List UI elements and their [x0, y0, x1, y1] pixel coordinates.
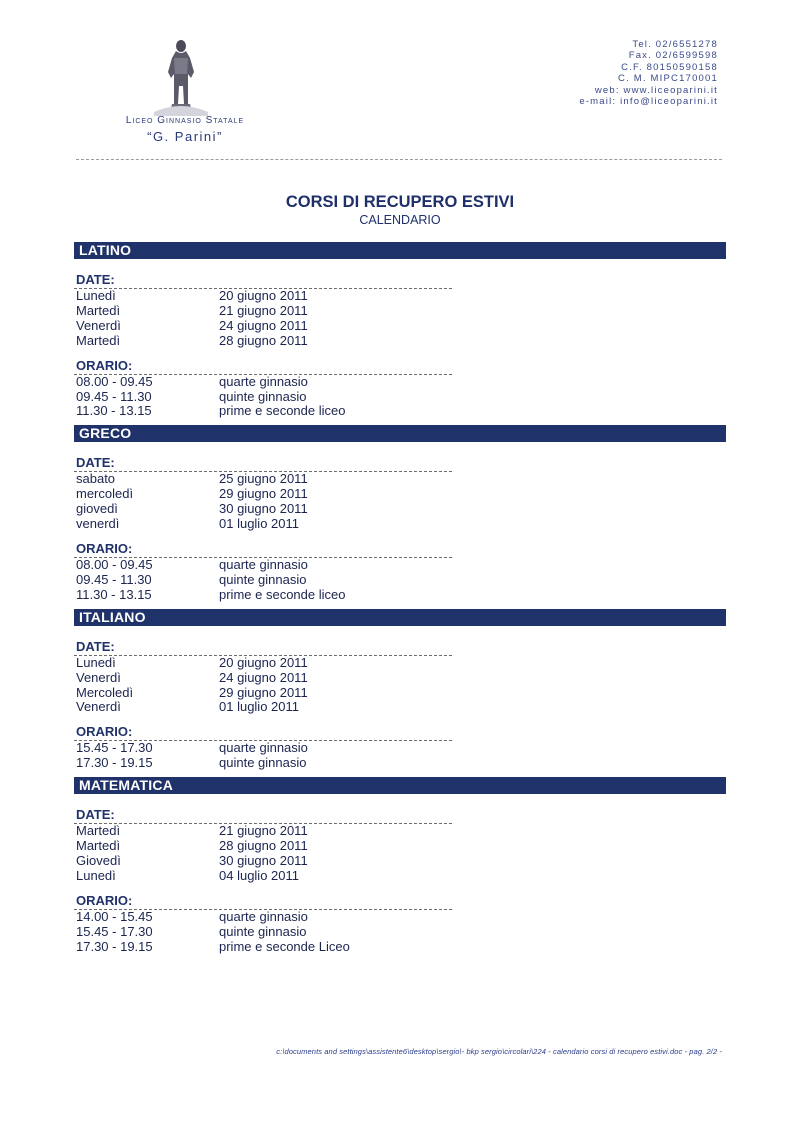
dates-label: DATE: [74, 273, 452, 289]
date-row [76, 854, 726, 869]
class-group: quinte ginnasio [219, 755, 307, 771]
time-slot: 11.30 - 13.15 [76, 586, 152, 602]
header-divider [76, 159, 722, 160]
times-list [74, 558, 726, 603]
date: 28 giugno 2011 [219, 332, 308, 348]
date: 24 giugno 2011 [219, 317, 308, 333]
time-row [76, 910, 726, 925]
date: 04 luglio 2011 [219, 867, 299, 883]
weekday: Martedì [76, 823, 121, 839]
dates-label: DATE: [74, 456, 452, 472]
time-slot: 09.45 - 11.30 [76, 571, 152, 587]
date: 21 giugno 2011 [219, 823, 308, 839]
times-list [74, 741, 726, 771]
date-row [76, 319, 726, 334]
weekday: Venerdì [76, 317, 121, 333]
date-row [76, 472, 726, 487]
dates-list [74, 472, 726, 532]
weekday: sabato [76, 471, 116, 487]
date: 20 giugno 2011 [219, 288, 308, 303]
weekday: giovedì [76, 501, 118, 517]
time-slot: 11.30 - 13.15 [76, 403, 152, 419]
date: 25 giugno 2011 [219, 471, 308, 487]
file-path-footer: c:\documents and settings\assistente6\desktop\sergio\- bkp sergio\circolari\224 - calendario corsi di recupero estivi.doc - pag. 2/2 - [276, 1047, 722, 1056]
section-header-latino: LATINO [74, 242, 726, 259]
contact-tax-code: C.F. 80150590158 [621, 61, 718, 73]
date-row [76, 502, 726, 517]
time-slot: 15.45 - 17.30 [76, 740, 153, 756]
parini-portrait-logo [150, 38, 212, 116]
date: 30 giugno 2011 [219, 852, 308, 868]
class-group: quinte ginnasio [219, 571, 307, 587]
class-group: quarte ginnasio [219, 740, 308, 756]
time-slot: 17.30 - 19.15 [76, 755, 153, 771]
date: 29 giugno 2011 [219, 486, 308, 502]
dates-label: DATE: [74, 640, 452, 656]
time-slot: 09.45 - 11.30 [76, 388, 152, 404]
school-subname: “G. Parini” [147, 129, 223, 144]
class-group: quarte ginnasio [219, 373, 308, 389]
time-row [76, 573, 726, 588]
class-group: quarte ginnasio [219, 908, 308, 924]
date-row [76, 671, 726, 686]
weekday: Giovedì [76, 852, 121, 868]
date-row [76, 656, 726, 671]
weekday: venerdì [76, 516, 120, 532]
weekday: Lunedì [76, 867, 116, 883]
weekday: Martedì [76, 332, 121, 348]
date: 24 giugno 2011 [219, 669, 308, 685]
time-slot: 08.00 - 09.45 [76, 556, 153, 572]
time-row [76, 558, 726, 573]
date-row [76, 700, 726, 715]
times-list [74, 375, 726, 420]
time-slot: 08.00 - 09.45 [76, 373, 153, 389]
date-row [76, 334, 726, 349]
date-row [76, 304, 726, 319]
date: 30 giugno 2011 [219, 501, 308, 517]
class-group: prime e seconde Liceo [219, 938, 350, 954]
time-row [76, 375, 726, 390]
section-header-matematica: MATEMATICA [74, 777, 726, 794]
weekday: Lunedì [76, 288, 116, 303]
times-label: ORARIO: [74, 725, 452, 741]
class-group: quarte ginnasio [219, 556, 308, 572]
times-list [74, 910, 726, 955]
schedule-content [74, 242, 726, 954]
times-label: ORARIO: [74, 542, 452, 558]
weekday: mercoledì [76, 486, 134, 502]
section-header-italiano: ITALIANO [74, 609, 726, 626]
contact-block [579, 39, 718, 107]
class-group: prime e seconde liceo [219, 403, 346, 419]
time-row [76, 940, 726, 955]
dates-label: DATE: [74, 808, 452, 824]
date: 21 giugno 2011 [219, 302, 308, 318]
class-group: quinte ginnasio [219, 923, 307, 939]
time-slot: 14.00 - 15.45 [76, 908, 153, 924]
date-row [76, 517, 726, 532]
weekday: Martedì [76, 302, 121, 318]
time-slot: 15.45 - 17.30 [76, 923, 153, 939]
weekday: Lunedì [76, 654, 116, 670]
times-label: ORARIO: [74, 359, 452, 375]
date-row [76, 839, 726, 854]
weekday: Venerdì [76, 669, 121, 685]
letterhead [0, 0, 800, 170]
date: 01 luglio 2011 [219, 699, 299, 715]
time-row [76, 756, 726, 771]
time-row [76, 925, 726, 940]
contact-fax: Fax. 02/6599598 [628, 50, 718, 62]
time-row [76, 404, 726, 419]
weekday: Venerdì [76, 699, 121, 715]
time-row [76, 741, 726, 756]
dates-list [74, 656, 726, 716]
date: 29 giugno 2011 [219, 684, 308, 700]
date-row [76, 487, 726, 502]
time-row [76, 588, 726, 603]
school-name: Liceo Ginnasio Statale [125, 115, 245, 126]
date-row [76, 824, 726, 839]
times-label: ORARIO: [74, 894, 452, 910]
document-title: CORSI DI RECUPERO ESTIVI [285, 193, 515, 211]
date: 28 giugno 2011 [219, 838, 308, 854]
time-row [76, 390, 726, 405]
date: 20 giugno 2011 [219, 654, 308, 670]
time-slot: 17.30 - 19.15 [76, 938, 153, 954]
contact-phone: Tel. 02/6551278 [632, 39, 718, 50]
class-group: prime e seconde liceo [219, 586, 346, 602]
date: 01 luglio 2011 [219, 516, 299, 532]
document-subtitle: CALENDARIO [359, 213, 441, 227]
contact-web: web: www.liceoparini.it [594, 84, 718, 96]
weekday: Mercoledì [76, 684, 134, 700]
date-row [76, 686, 726, 701]
weekday: Martedì [76, 838, 121, 854]
contact-school-code: C. M. MIPC170001 [618, 73, 718, 85]
date-row [76, 289, 726, 304]
section-header-greco: GRECO [74, 425, 726, 442]
class-group: quinte ginnasio [219, 388, 307, 404]
date-row [76, 869, 726, 884]
dates-list [74, 824, 726, 884]
dates-list [74, 289, 726, 349]
contact-email: e-mail: info@liceoparini.it [579, 96, 718, 108]
